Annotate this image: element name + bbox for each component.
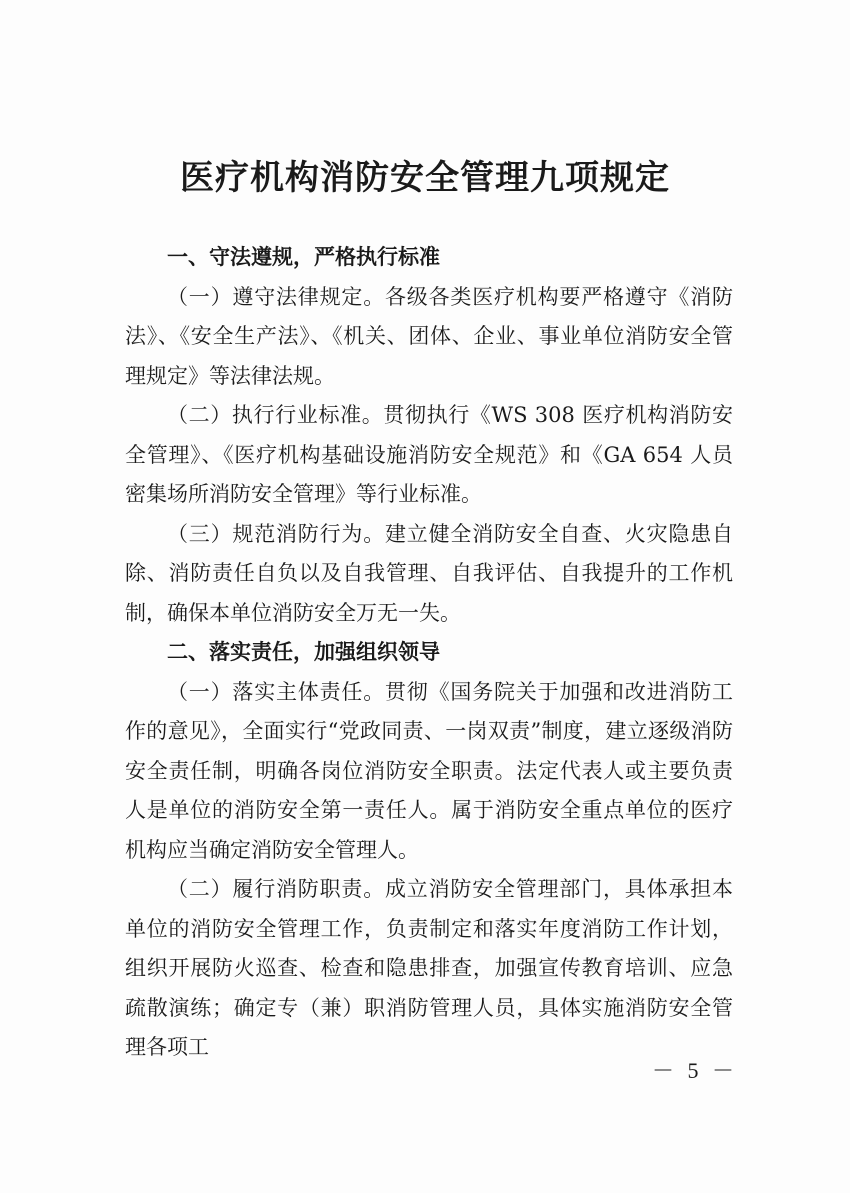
document-body xyxy=(125,238,733,1068)
section-heading: 一、守法遵规，严格执行标准 xyxy=(167,245,440,269)
paragraph: （二）履行消防职责。成立消防安全管理部门，具体承担本单位的消防安全管理工作，负责制定和落实年度消防工作计划，组织开展防火巡查、检查和隐患排查，加强宣传教育培训、应急疏散演练；确定专（兼）职消防管理人员，具体实施消防安全管理各项工 xyxy=(125,877,733,1059)
paragraph: （一）遵守法律规定。各级各类医疗机构要严格遵守《消防法》、《安全生产法》、《机关、团体、企业、事业单位消防安全管理规定》等法律法规。 xyxy=(125,284,733,388)
paragraph: （三）规范消防行为。建立健全消防安全自查、火灾隐患自除、消防责任自负以及自我管理、自我评估、自我提升的工作机制，确保本单位消防安全万无一失。 xyxy=(125,521,733,625)
page-number: － 5 － xyxy=(651,1058,738,1083)
paragraph: （二）执行行业标准。贯彻执行《WS 308 医疗机构消防安全管理》、《医疗机构基础设施消防安全规范》和《GA 654 人员密集场所消防安全管理》等行业标准。 xyxy=(125,403,733,506)
paragraph: （一）落实主体责任。贯彻《国务院关于加强和改进消防工作的意见》，全面实行“党政同责、一岗双责”制度，建立逐级消防安全责任制，明确各岗位消防安全职责。法定代表人或主要负责人是单位的消防安全第一责任人。属于消防安全重点单位的医疗机构应当确定消防安全管理人。 xyxy=(125,679,733,862)
document-title: 医疗机构消防安全管理九项规定 xyxy=(180,158,670,198)
section-heading: 二、落实责任，加强组织领导 xyxy=(167,640,440,664)
